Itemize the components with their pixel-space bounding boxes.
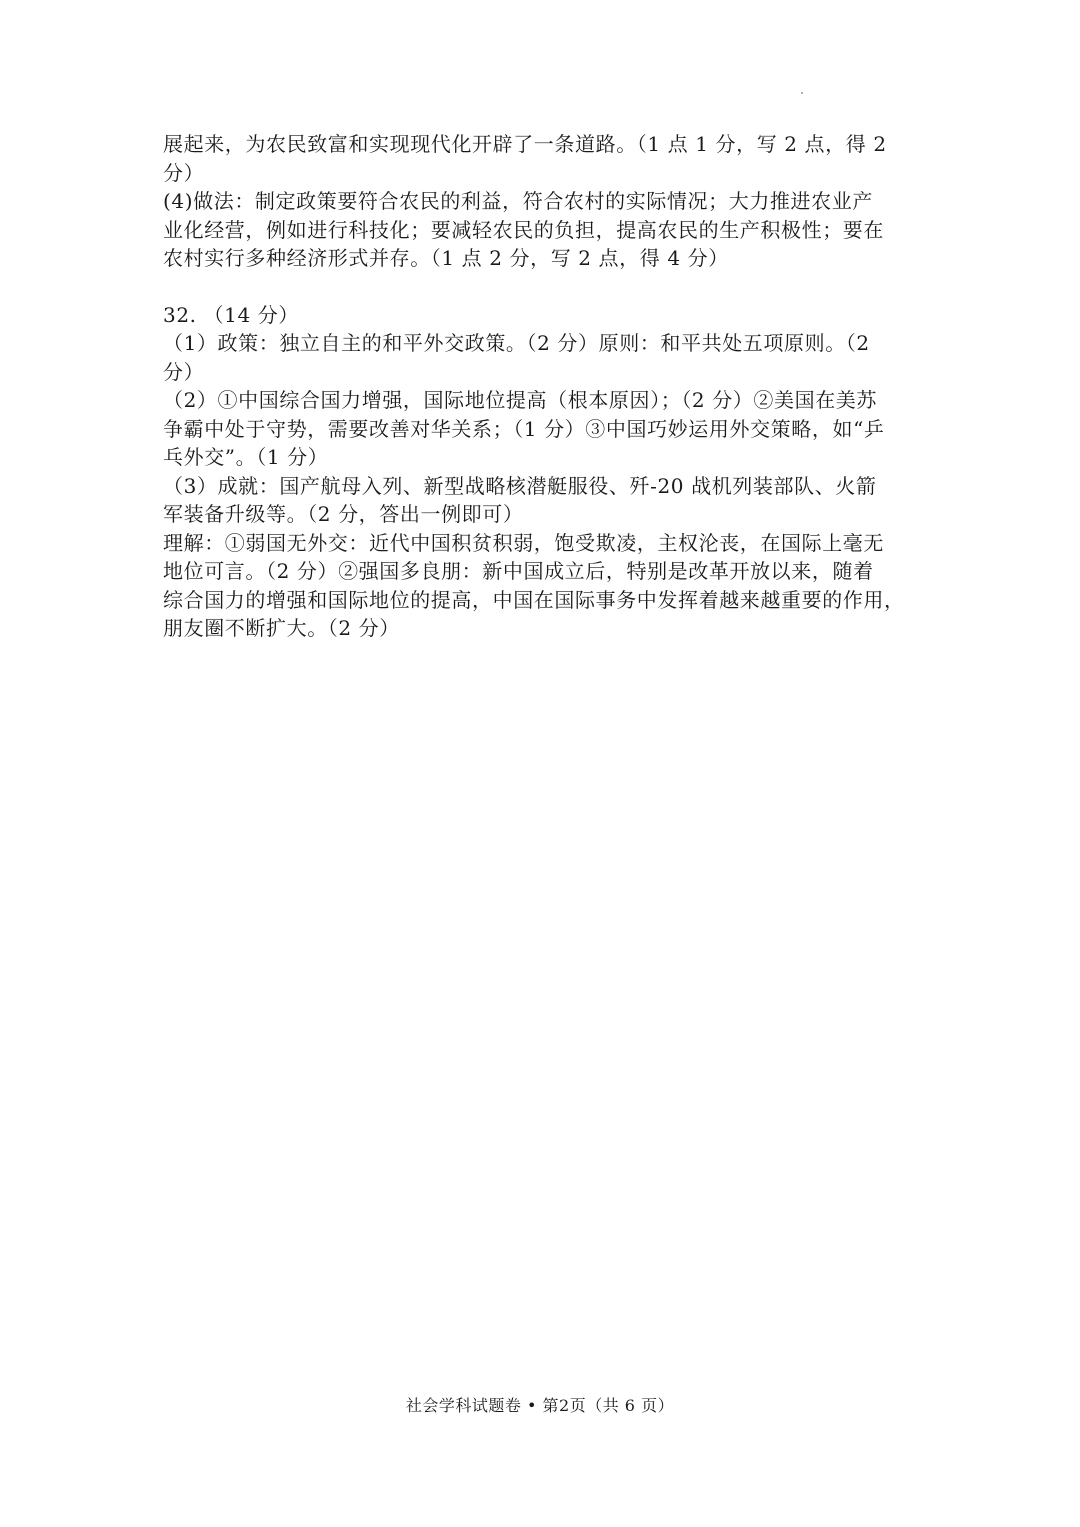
text-line: 综合国力的增强和国际地位的提高，中国在国际事务中发挥着越来越重要的作用， <box>163 587 905 612</box>
text-line: 农村实行多种经济形式并存。（1 点 2 分，写 2 点，得 4 分） <box>163 246 729 270</box>
paragraph-gap <box>163 273 923 301</box>
text-line: 分） <box>163 160 205 185</box>
text-line: 分） <box>163 359 205 384</box>
text-line: （1）政策：独立自主的和平外交政策。（2 分）原则：和平共处五项原则。（2 <box>163 331 870 355</box>
text-line: 争霸中处于守势，需要改善对华关系；（1 分）③中国巧妙运用外交策略，如“乒 <box>163 416 885 441</box>
text-line: 理解：①弱国无外交：近代中国积贫积弱，饱受欺凌，主权沦丧，在国际上毫无 <box>163 530 884 555</box>
text-line: 乓外交”。（1 分） <box>163 445 329 469</box>
text-line: （3）成就：国产航母入列、新型战略核潜艇服役、歼-20 战机列装部队、火箭 <box>163 473 877 498</box>
text-line: (4)做法：制定政策要符合农民的利益，符合农村的实际情况；大力推进农业产 <box>163 189 873 213</box>
question-31-tail <box>163 130 923 273</box>
text-line: 军装备升级等。（2 分，答出一例即可） <box>163 502 524 526</box>
question-32 <box>163 301 923 643</box>
scan-speck <box>801 92 803 94</box>
text-line: 朋友圈不断扩大。（2 分） <box>163 616 400 640</box>
text-line: 业化经营，例如进行科技化；要减轻农民的负担，提高农民的生产积极性；要在 <box>163 217 884 242</box>
question-heading: 32. （14 分） <box>163 302 299 327</box>
text-line: 展起来，为农民致富和实现现代化开辟了一条道路。（1 点 1 分，写 2 点，得 2 <box>163 132 887 156</box>
text-line: 地位可言。（2 分）②强国多良朋：新中国成立后，特别是改革开放以来，随着 <box>163 559 874 583</box>
page-footer: 社会学科试题卷 • 第2页（共 6 页） <box>405 1396 675 1415</box>
text-line: （2）①中国综合国力增强，国际地位提高（根本原因）；（2 分）②美国在美苏 <box>163 388 878 412</box>
answer-content <box>163 130 923 643</box>
